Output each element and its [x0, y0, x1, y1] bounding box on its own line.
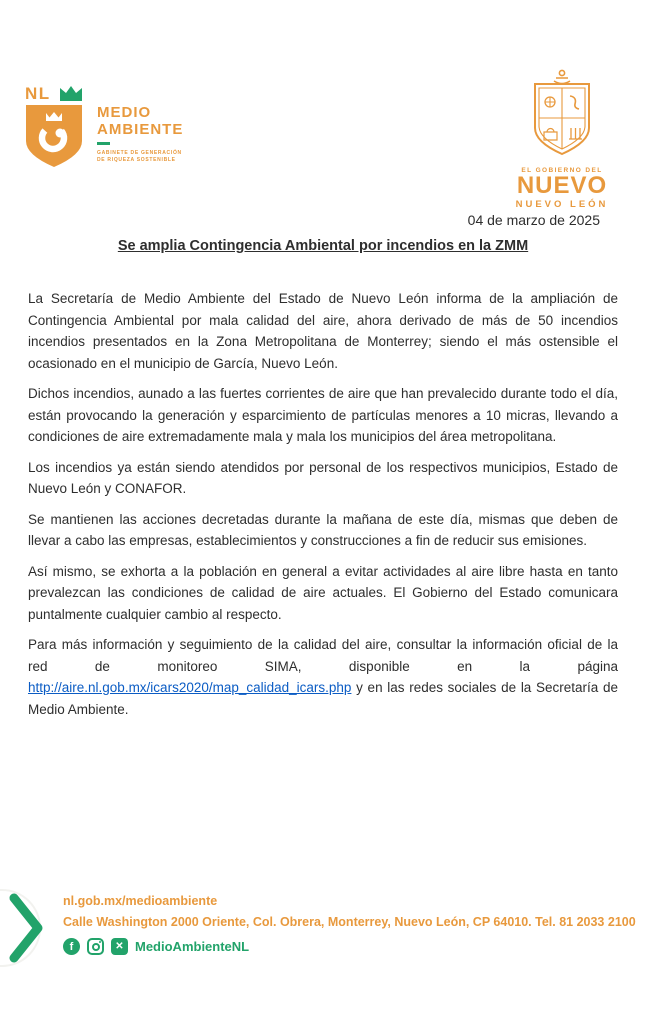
nl-shield-icon [22, 84, 88, 170]
document-body [28, 288, 618, 729]
link-paragraph-before: Para más información y seguimiento de la calidad del aire, consultar la información oficial de la red de monitoreo SIMA, disponible en la página [28, 637, 618, 674]
x-icon[interactable]: ✕ [111, 938, 128, 955]
sima-monitoring-link[interactable]: http://aire.nl.gob.mx/icars2020/map_calidad_icars.php [28, 680, 352, 695]
coat-of-arms-icon [525, 68, 599, 160]
document-date: 04 de marzo de 2025 [467, 212, 600, 228]
paragraph-3: Los incendios ya están siendo atendidos por personal de los respectivos municipios, Estado de Nuevo León y CONAFOR. [28, 459, 618, 496]
nl-monogram: NL [25, 84, 51, 103]
agency-title-line1: MEDIO [97, 104, 152, 121]
state-logo-name: NUEVO [516, 172, 608, 199]
document-title: Se amplia Contingencia Ambiental por incendios en la ZMM [117, 238, 529, 254]
link-paragraph-after: y en las redes sociales de la Secretaría de Medio Ambiente. [28, 680, 618, 717]
medio-ambiente-logo [22, 84, 183, 170]
paragraph-4: Se mantienen las acciones decretadas durante la mañana de este día, mismas que deben de llevar a cabo las empresas, establecimientos y construcciones a fin de reducir sus emisiones. [28, 511, 618, 548]
agency-title-line2: AMBIENTE [97, 121, 184, 138]
agency-wordmark [97, 104, 183, 170]
paragraph-1: La Secretaría de Medio Ambiente del Estado de Nuevo León informa de la ampliación de Contingencia Ambiental por mala calidad del aire, ahora derivado de más de 50 incendios incendios presentados en la Zona Metropolitana de Monterrey; siendo el más ostensible el ocasionado en el municipio de García, Nuevo León. [28, 291, 618, 371]
footer-website-url[interactable]: nl.gob.mx/medioambiente [63, 894, 218, 908]
agency-tagline-line1: GABINETE DE GENERACIÓN [97, 150, 182, 156]
crown-icon [60, 86, 82, 101]
green-dash [97, 142, 110, 145]
chevron-decoration [0, 888, 52, 975]
agency-tagline-line2: DE RIQUEZA SOSTENIBLE [97, 157, 176, 163]
social-handle: MedioAmbienteNL [135, 939, 250, 954]
footer-address: Calle Washington 2000 Oriente, Col. Obrera, Monterrey, Nuevo León, CP 64010. Tel. 81 2033 2100 [63, 915, 636, 929]
state-logo-subtext: NUEVO LEÓN [515, 199, 609, 210]
social-media-row [63, 938, 636, 955]
paragraph-5: Así mismo, se exhorta a la población en general a evitar actividades al aire libre hasta en tanto prevalezcan las condiciones de calidad de aire actuales. El Gobierno del Estado comunicara puntalmente cualquier cambio al respecto. [28, 563, 618, 622]
paragraph-2: Dichos incendios, aunado a las fuertes corrientes de aire que han prevalecido durante todo el día, están provocando la generación y esparcimiento de partículas menores a 10 micras, llevando a condiciones de aire extremadamente mala y mala los municipios del área metropolitana. [28, 386, 618, 444]
footer [0, 888, 646, 978]
state-logo-pretext: EL GOBIERNO DEL [521, 167, 603, 174]
instagram-icon[interactable] [87, 938, 104, 955]
paragraph-6 [28, 634, 618, 720]
facebook-icon[interactable]: f [63, 938, 80, 955]
footer-contact-block [63, 894, 636, 955]
nuevo-leon-logo [504, 68, 620, 210]
